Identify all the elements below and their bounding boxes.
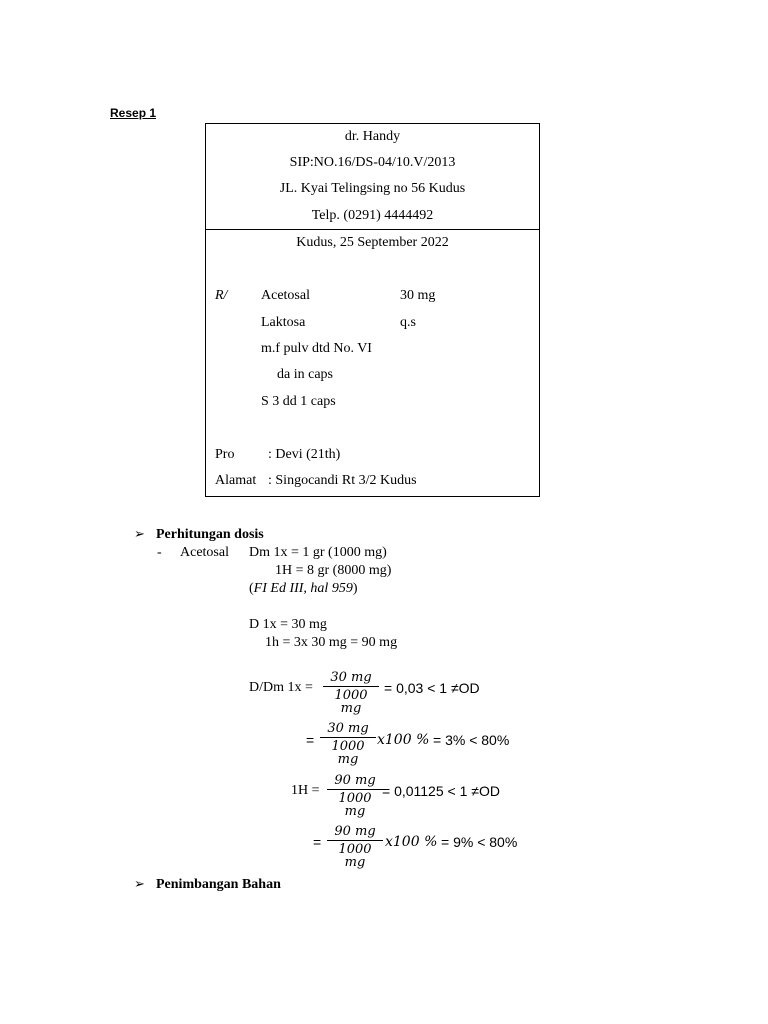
patient-label: Pro: [215, 447, 235, 462]
address-label: Alamat: [215, 473, 257, 488]
calc-prefix: 1H =: [291, 783, 320, 798]
address-value: : Singocandi Rt 3/2 Kudus: [268, 473, 417, 488]
fraction: 30 mg 1000 mg: [320, 722, 376, 766]
calc-prefix: =: [306, 732, 315, 748]
sip-number: SIP:NO.16/DS-04/10.V/2013: [289, 155, 456, 170]
fraction: 90 mg 1000 mg: [327, 825, 383, 869]
reference-citation: (FI Ed III, hal 959): [249, 581, 358, 596]
page-heading: Resep 1: [110, 106, 157, 120]
doctor-phone: Telp. (0291) 4444492: [311, 208, 434, 223]
header-divider: [206, 229, 539, 230]
fraction: 30 mg 1000 mg: [323, 671, 379, 715]
item-quantity: 30 mg: [400, 288, 436, 303]
arrow-bullet-icon: ➢: [134, 877, 145, 892]
doctor-address: JL. Kyai Telingsing no 56 Kudus: [279, 181, 466, 196]
arrow-bullet-icon: ➢: [134, 527, 145, 542]
calc-result: = 3% < 80%: [433, 732, 510, 748]
calc-multiplier: x100 %: [377, 732, 430, 748]
patient-value: : Devi (21th): [268, 447, 341, 462]
item-name: Laktosa: [261, 315, 306, 330]
doctor-name: dr. Handy: [344, 129, 401, 144]
calc-multiplier: x100 %: [385, 834, 438, 850]
fraction: 90 mg 1000 mg: [327, 774, 383, 818]
prescription-date: Kudus, 25 September 2022: [296, 235, 449, 250]
instruction-line: m.f pulv dtd No. VI: [261, 341, 372, 356]
instruction-line: da in caps: [277, 367, 333, 382]
max-dose-daily: 1H = 8 gr (8000 mg): [275, 563, 392, 578]
calc-prefix: D/Dm 1x =: [249, 680, 313, 695]
signa-line: S 3 dd 1 caps: [261, 394, 336, 409]
item-quantity: q.s: [400, 315, 416, 330]
calc-result: = 0,01125 < 1 ≠OD: [382, 783, 500, 799]
calc-result: = 9% < 80%: [441, 834, 518, 850]
dose-once: D 1x = 30 mg: [249, 617, 327, 632]
list-dash: -: [157, 545, 162, 560]
section-title-dosis: Perhitungan dosis: [156, 527, 264, 542]
max-dose-once: Dm 1x = 1 gr (1000 mg): [249, 545, 387, 560]
rx-symbol: R/: [215, 288, 228, 303]
item-name: Acetosal: [261, 288, 310, 303]
dose-daily: 1h = 3x 30 mg = 90 mg: [265, 635, 398, 650]
drug-name: Acetosal: [180, 545, 229, 560]
prescription-box: [205, 123, 540, 497]
calc-prefix: =: [313, 834, 322, 850]
section-title-penimbangan: Penimbangan Bahan: [156, 877, 281, 892]
calc-result: = 0,03 < 1 ≠OD: [384, 680, 480, 696]
